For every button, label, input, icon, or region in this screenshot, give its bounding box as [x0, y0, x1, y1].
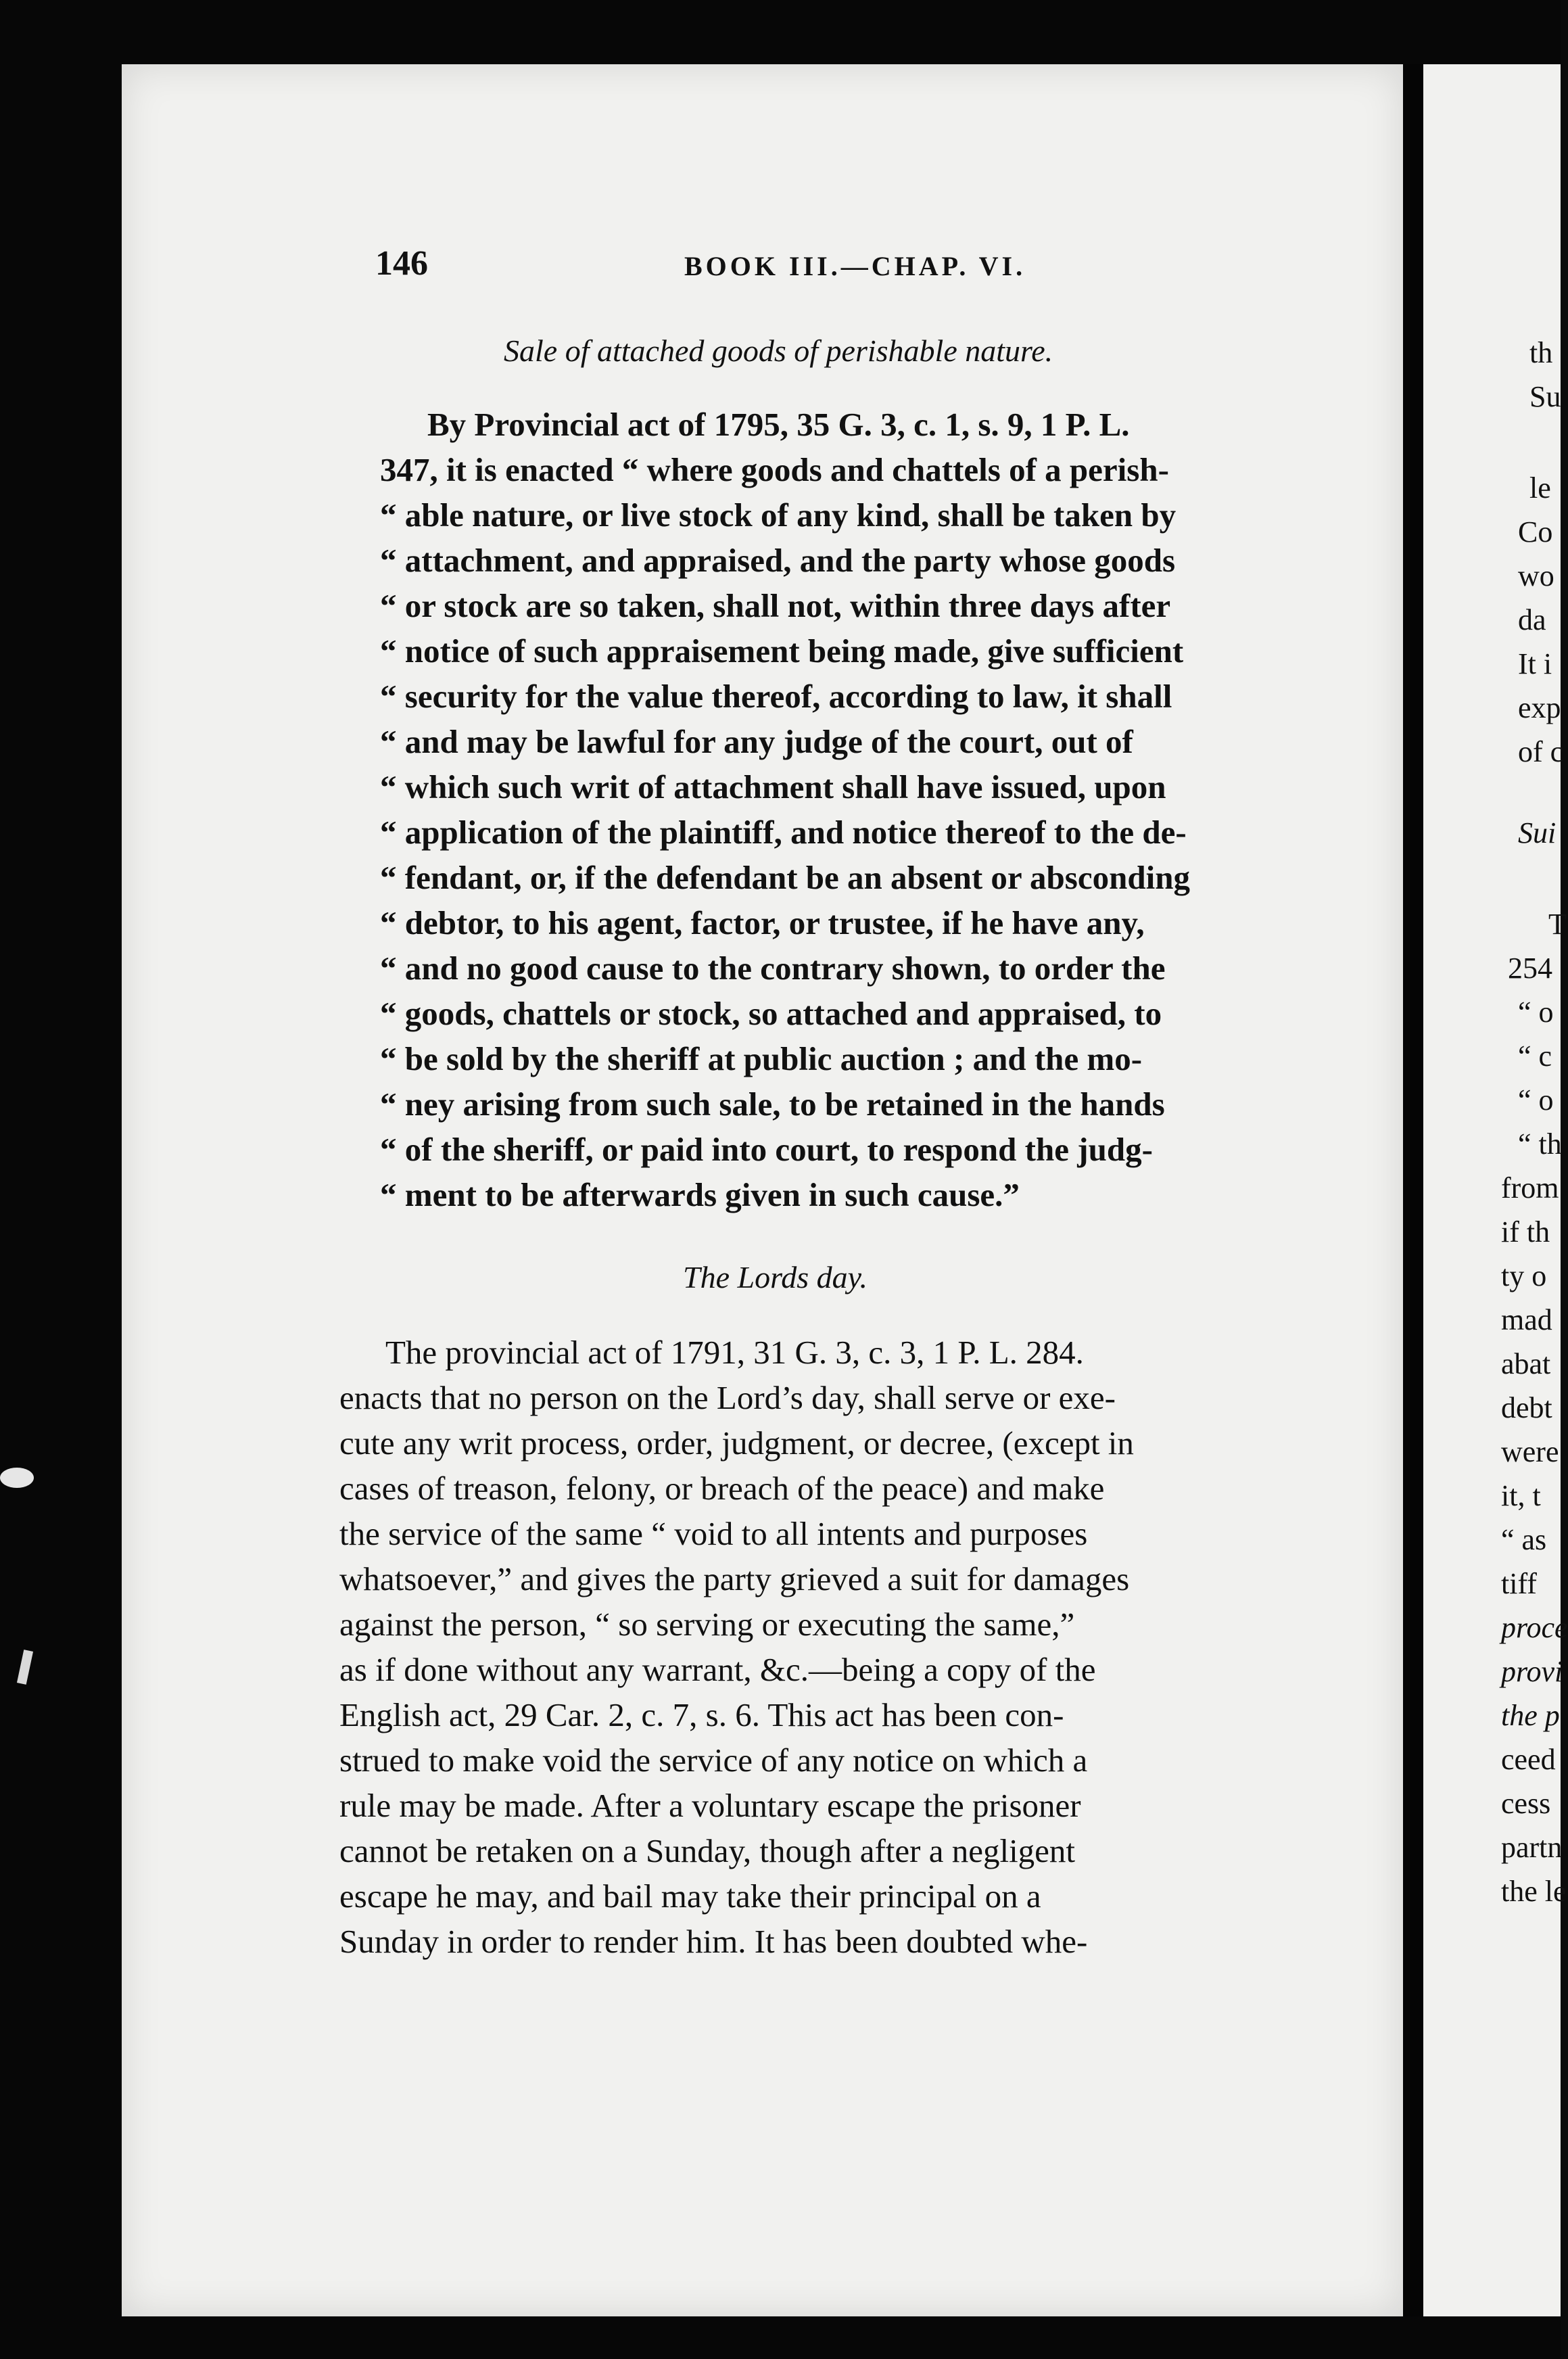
fragment-line: “ th: [1518, 1127, 1562, 1161]
running-head: BOOK III.—CHAP. VI.: [684, 251, 1026, 281]
text-line: cannot be retaken on a Sunday, though after a negligent: [339, 1832, 1076, 1869]
text-line: “ or stock are so taken, shall not, within three days after: [380, 587, 1171, 624]
fragment-line: ty o: [1501, 1259, 1547, 1292]
fragment-line: the le: [1501, 1875, 1567, 1908]
fragment-line: abat: [1501, 1347, 1551, 1380]
text-line: “ and may be lawful for any judge of the court, out of: [380, 723, 1133, 760]
scan-speck: [0, 1468, 34, 1488]
fragment-line: “ as: [1501, 1523, 1547, 1556]
fragment-line: “ c: [1518, 1040, 1552, 1073]
fragment-line: “ o: [1518, 996, 1554, 1029]
text-line: as if done without any warrant, &c.—being a copy of the: [339, 1651, 1096, 1688]
text-line: “ fendant, or, if the defendant be an absent or absconding: [380, 859, 1190, 896]
fragment-line: th: [1529, 336, 1553, 369]
fragment-line: debt: [1501, 1391, 1552, 1424]
fragment-line: T: [1548, 908, 1567, 941]
fragment-line: proce: [1501, 1611, 1568, 1644]
section-heading-lords-day: The Lords day.: [683, 1260, 868, 1294]
text-line: the service of the same “ void to all intents and purposes: [339, 1515, 1088, 1552]
text-line: enacts that no person on the Lord’s day, shall serve or exe-: [339, 1379, 1116, 1416]
text-line: “ which such writ of attachment shall have issued, upon: [380, 768, 1166, 805]
fragment-line: Su: [1529, 380, 1561, 413]
text-line: “ application of the plaintiff, and notice thereof to the de-: [380, 814, 1187, 851]
text-line: strued to make void the service of any notice on which a: [339, 1742, 1088, 1779]
text-line: “ security for the value thereof, according to law, it shall: [380, 678, 1172, 715]
fragment-line: from: [1501, 1171, 1559, 1205]
page-header: [375, 243, 1254, 291]
text-line: “ be sold by the sheriff at public auction ; and the mo-: [380, 1040, 1143, 1077]
fragment-line: provi: [1501, 1655, 1563, 1688]
fragment-line: cess: [1501, 1787, 1551, 1820]
text-line: escape he may, and bail may take their principal on a: [339, 1877, 1041, 1915]
text-line: English act, 29 Car. 2, c. 7, s. 6. This act has been con-: [339, 1696, 1064, 1733]
text-line: Sunday in order to render him. It has been doubted whe-: [339, 1923, 1088, 1960]
fragment-line: it, t: [1501, 1479, 1541, 1512]
fragment-line: tiff: [1501, 1567, 1537, 1600]
fragment-line: mad: [1501, 1303, 1552, 1336]
fragment-line: of c: [1518, 735, 1564, 768]
text-line: “ attachment, and appraised, and the party whose goods: [380, 542, 1176, 579]
fragment-line: wo: [1518, 559, 1554, 592]
text-line: rule may be made. After a voluntary escape the prisoner: [339, 1787, 1081, 1824]
text-line: against the person, “ so serving or executing the same,”: [339, 1606, 1075, 1643]
fragment-line: exp: [1518, 691, 1561, 724]
text-line: “ debtor, to his agent, factor, or trustee, if he have any,: [380, 904, 1145, 941]
fragment-line: the p: [1501, 1699, 1560, 1732]
text-line: By Provincial act of 1795, 35 G. 3, c. 1, s. 9, 1 P. L.: [427, 406, 1130, 443]
text-line: “ notice of such appraisement being made, give sufficient: [380, 632, 1184, 670]
fragment-line: “ o: [1518, 1083, 1554, 1117]
page-gutter: [1403, 64, 1423, 2316]
fragment-line: were: [1501, 1435, 1559, 1468]
fragment-line: Sui: [1518, 816, 1557, 849]
fragment-line: le: [1529, 471, 1551, 505]
fragment-line: partn: [1501, 1831, 1563, 1864]
text-line: “ ment to be afterwards given in such cause.”: [380, 1176, 1020, 1213]
fragment-line: It i: [1518, 647, 1552, 680]
text-line: The provincial act of 1791, 31 G. 3, c. 3, 1 P. L. 284.: [385, 1334, 1084, 1371]
text-line: cute any writ process, order, judgment, or decree, (except in: [339, 1424, 1134, 1462]
page-number: 146: [375, 244, 428, 283]
fragment-line: Co: [1518, 515, 1553, 548]
text-line: “ goods, chattels or stock, so attached and appraised, to: [380, 995, 1162, 1032]
section-heading-sale: Sale of attached goods of perishable nature.: [504, 333, 1053, 368]
fragment-line: 254: [1508, 952, 1552, 985]
text-line: cases of treason, felony, or breach of the peace) and make: [339, 1470, 1105, 1507]
text-line: “ and no good cause to the contrary shown, to order the: [380, 950, 1166, 987]
fragment-line: if th: [1501, 1215, 1550, 1248]
text-line: whatsoever,” and gives the party grieved a suit for damages: [339, 1560, 1130, 1597]
text-line: “ ney arising from such sale, to be retained in the hands: [380, 1085, 1165, 1123]
fragment-line: da: [1518, 603, 1546, 636]
text-line: 347, it is enacted “ where goods and chattels of a perish-: [380, 451, 1169, 488]
text-line: “ of the sheriff, or paid into court, to respond the judg-: [380, 1131, 1153, 1168]
fragment-line: ceed: [1501, 1743, 1556, 1776]
text-line: “ able nature, or live stock of any kind, shall be taken by: [380, 496, 1177, 534]
